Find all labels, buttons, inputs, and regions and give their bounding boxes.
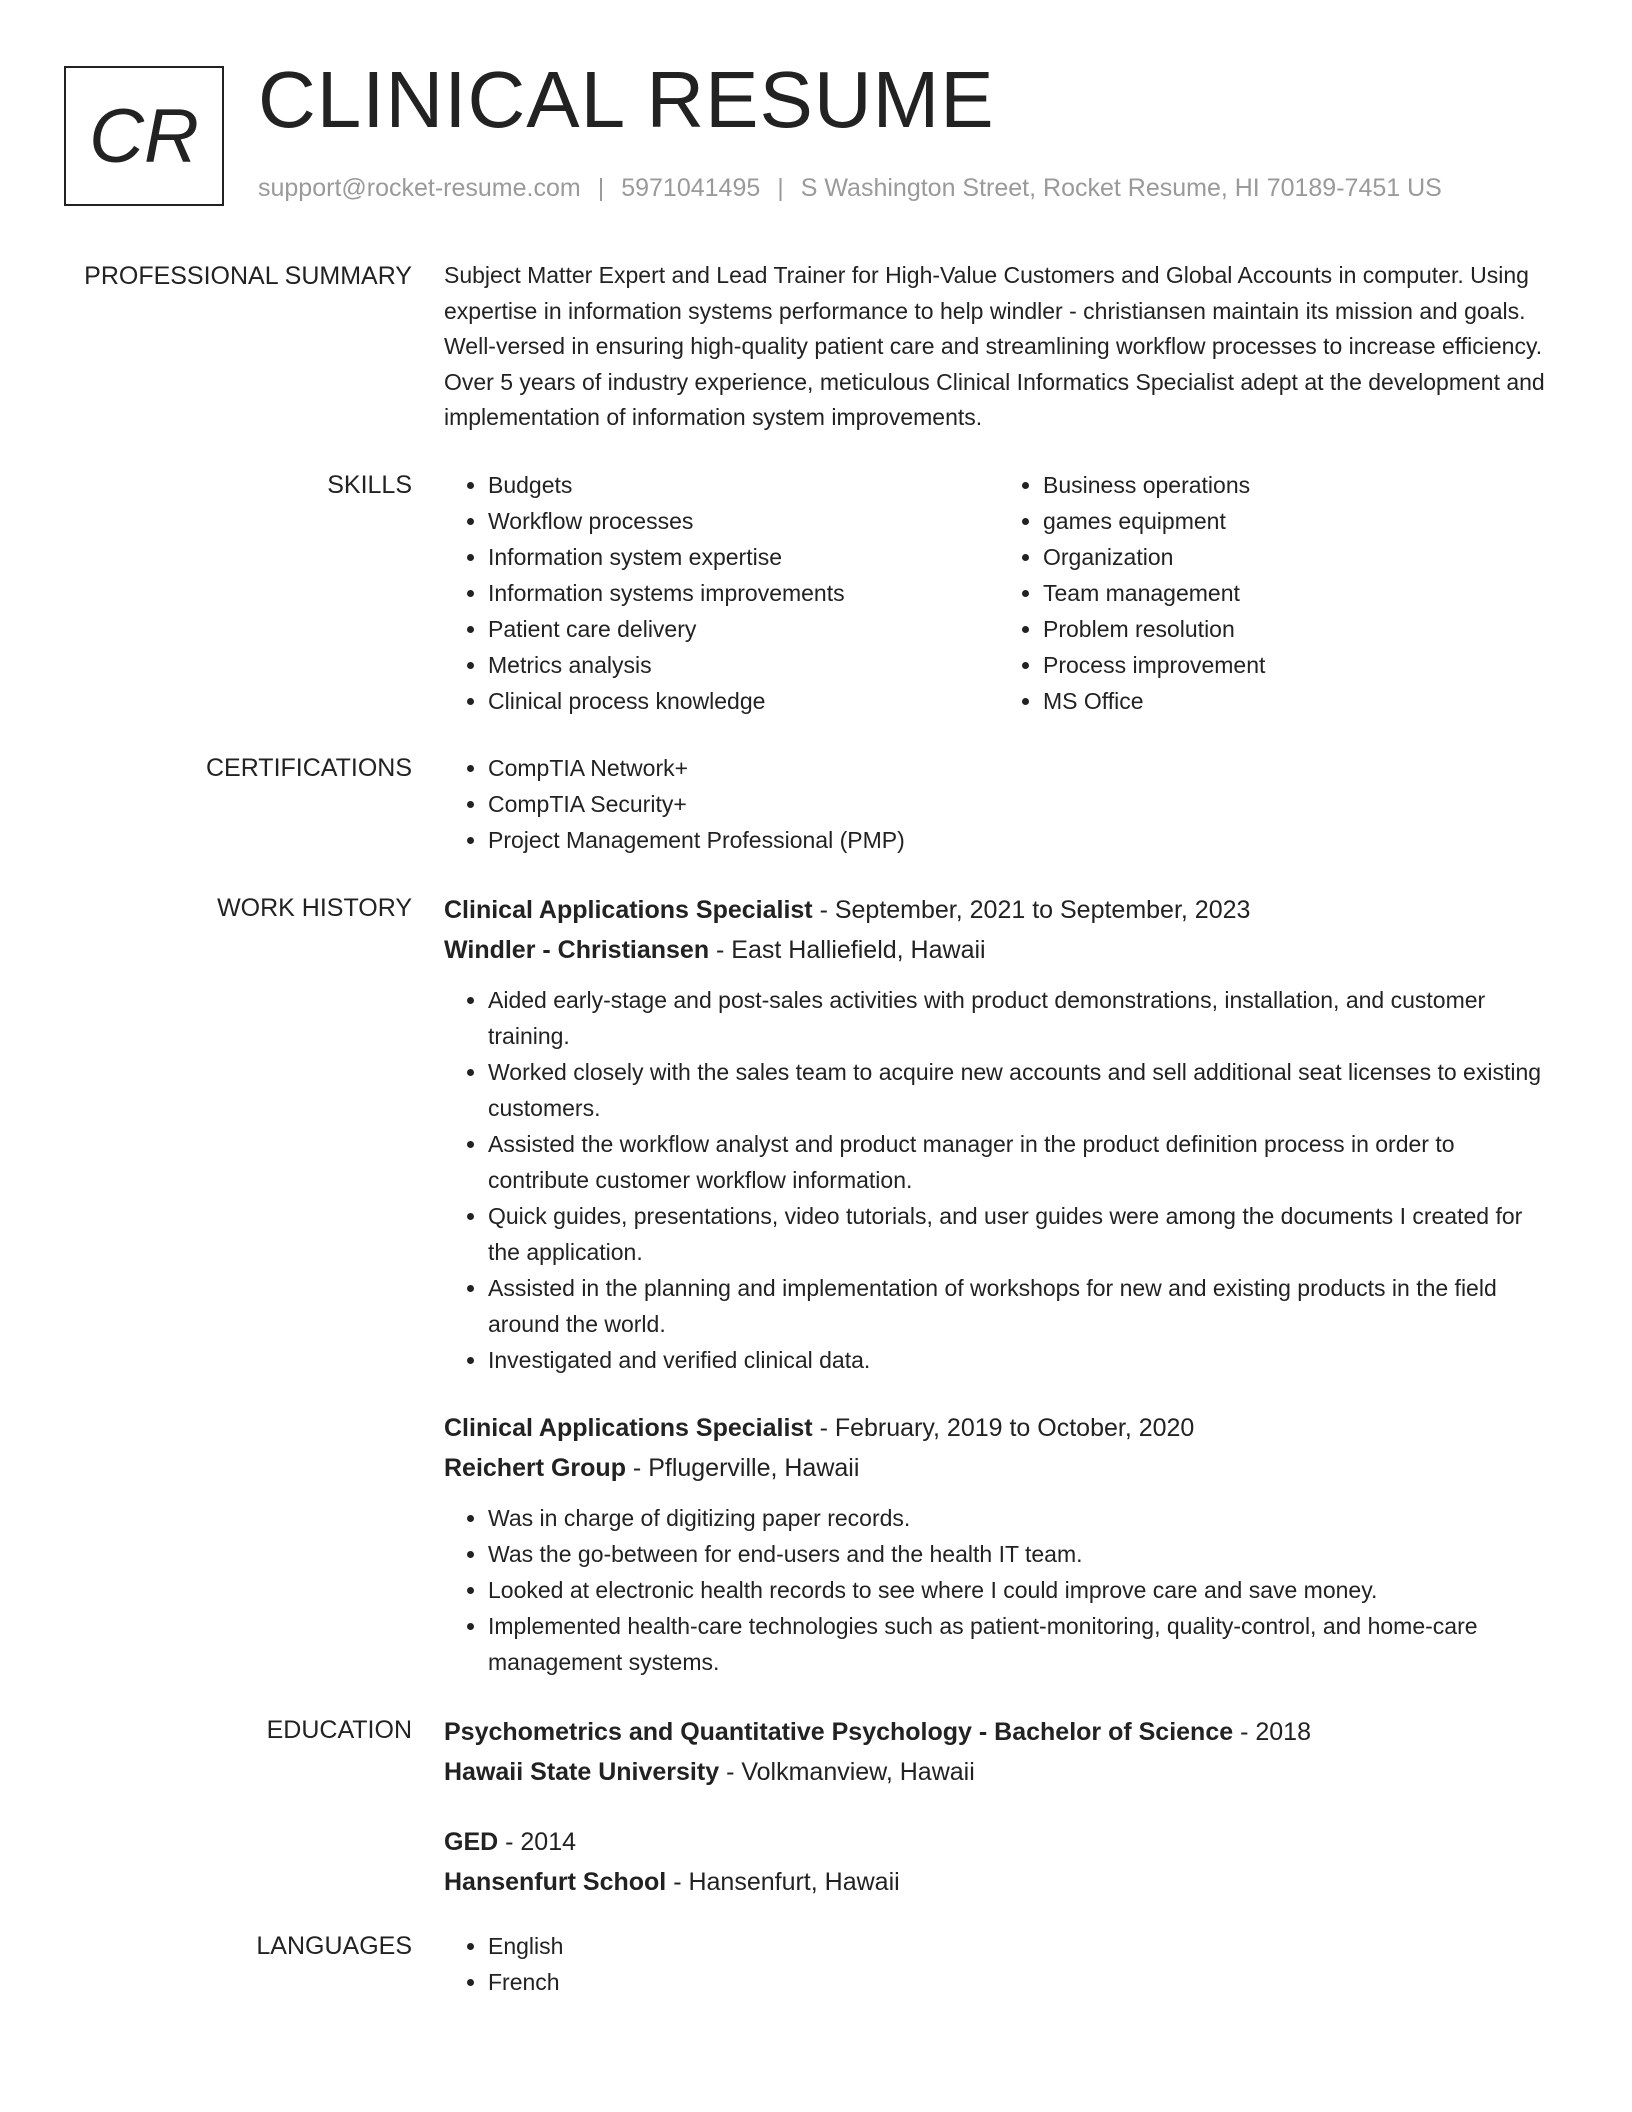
job-title: Clinical Applications Specialist (444, 1414, 813, 1442)
skill-item: • Team management (1043, 575, 1554, 611)
skill-item: • games equipment (1043, 503, 1554, 539)
job-bullet: • Assisted the workflow analyst and product manager in the product definition process in order to contribute customer workflow information. (488, 1126, 1554, 1198)
education-degree: GED (444, 1828, 499, 1856)
skills-list-right (999, 467, 1554, 719)
skill-item: • Patient care delivery (488, 611, 999, 647)
education-year: - 2018 (1233, 1718, 1311, 1746)
certifications-section (0, 750, 1632, 853)
job-dates: - February, 2019 to October, 2020 (812, 1414, 1195, 1442)
education-entry (444, 1822, 1554, 1902)
skill-item: • MS Office (1043, 683, 1554, 719)
resume-title: CLINICAL RESUME (258, 55, 995, 144)
language-item: • French (488, 1964, 1554, 2000)
job-bullet: • Quick guides, presentations, video tutorials, and user guides were among the documents I created for the application. (488, 1198, 1554, 1270)
contact-email[interactable]: support@rocket-resume.com (258, 174, 581, 202)
contact-line (258, 174, 1442, 203)
certifications-list (444, 750, 1554, 858)
section-heading: PROFESSIONAL SUMMARY (84, 262, 412, 290)
job-location: - East Halliefield, Hawaii (709, 936, 986, 964)
skill-item: • Organization (1043, 539, 1554, 575)
job-entry (444, 1408, 1554, 1680)
certification-item: • CompTIA Network+ (488, 750, 1554, 786)
education-school: Hawaii State University (444, 1758, 720, 1786)
section-heading: SKILLS (327, 471, 412, 499)
education-school: Hansenfurt School (444, 1868, 667, 1896)
education-entry (444, 1712, 1554, 1792)
monogram-logo: CR (64, 66, 224, 206)
certification-item: • Project Management Professional (PMP) (488, 822, 1554, 858)
work-history-section (0, 890, 1632, 1373)
skill-item: • Information system expertise (488, 539, 999, 575)
education-school-line (444, 1862, 1554, 1902)
languages-section (0, 1928, 1632, 1995)
education-school-line (444, 1752, 1554, 1792)
job-bullet: • Assisted in the planning and implementation of workshops for new and existing products in the field around the world. (488, 1270, 1554, 1342)
skills-section (0, 467, 1632, 714)
job-bullet-list (444, 982, 1554, 1378)
job-title-line (444, 890, 1554, 930)
skill-item: • Information systems improvements (488, 575, 999, 611)
job-company: Windler - Christiansen (444, 936, 710, 964)
skills-list-left (444, 467, 999, 719)
education-degree-line (444, 1822, 1554, 1862)
contact-separator: | (597, 174, 605, 202)
contact-address: S Washington Street, Rocket Resume, HI 70189-7451 US (800, 174, 1442, 202)
skill-item: • Metrics analysis (488, 647, 999, 683)
job-company-line (444, 1448, 1554, 1488)
job-bullet: • Investigated and verified clinical data. (488, 1342, 1554, 1378)
certification-item: • CompTIA Security+ (488, 786, 1554, 822)
job-bullet: • Aided early-stage and post-sales activities with product demonstrations, installation, and customer training. (488, 982, 1554, 1054)
job-title: Clinical Applications Specialist (444, 896, 813, 924)
job-title-line (444, 1408, 1554, 1448)
summary-text: Subject Matter Expert and Lead Trainer for High-Value Customers and Global Accounts in computer. Using expertise in information systems performance to help windler - christiansen maintain its mission and goals. Well-versed in ensuring high-quality patient care and streamlining workflow processes to increase efficiency. Over 5 years of industry experience, meticulous Clinical Informatics Specialist adept at the development and implementation of information system improvements. (444, 262, 1545, 430)
education-location: - Hansenfurt, Hawaii (666, 1868, 900, 1896)
contact-phone[interactable]: 5971041495 (621, 174, 761, 202)
section-heading: CERTIFICATIONS (205, 754, 412, 782)
job-bullet: • Was in charge of digitizing paper records. (488, 1500, 1554, 1536)
job-bullet-list (444, 1500, 1554, 1680)
job-bullet: • Worked closely with the sales team to acquire new accounts and sell additional seat licenses to existing customers. (488, 1054, 1554, 1126)
job-bullet: • Was the go-between for end-users and the health IT team. (488, 1536, 1554, 1572)
section-heading: WORK HISTORY (217, 894, 412, 922)
job-location: - Pflugerville, Hawaii (625, 1454, 860, 1482)
language-item: • English (488, 1928, 1554, 1964)
education-degree: Psychometrics and Quantitative Psychology - Bachelor of Science (444, 1718, 1234, 1746)
job-dates: - September, 2021 to September, 2023 (812, 896, 1251, 924)
skill-item: • Business operations (1043, 467, 1554, 503)
skill-item: • Workflow processes (488, 503, 999, 539)
education-section (0, 1712, 1632, 1896)
summary-section (0, 258, 1632, 430)
education-degree-line (444, 1712, 1554, 1752)
languages-list (444, 1928, 1554, 2000)
job-company: Reichert Group (444, 1454, 626, 1482)
skill-item: • Budgets (488, 467, 999, 503)
contact-separator: | (777, 174, 784, 202)
skill-item: • Clinical process knowledge (488, 683, 999, 719)
skill-item: • Problem resolution (1043, 611, 1554, 647)
skill-item: • Process improvement (1043, 647, 1554, 683)
job-company-line (444, 930, 1554, 970)
section-heading: LANGUAGES (256, 1932, 412, 1960)
education-year: - 2014 (498, 1828, 577, 1856)
education-location: - Volkmanview, Hawaii (719, 1758, 975, 1786)
section-heading: EDUCATION (266, 1716, 412, 1744)
job-bullet: • Implemented health-care technologies such as patient-monitoring, quality-control, and home-care management systems. (488, 1608, 1554, 1680)
job-entry (444, 890, 1554, 1378)
job-bullet: • Looked at electronic health records to see where I could improve care and save money. (488, 1572, 1554, 1608)
